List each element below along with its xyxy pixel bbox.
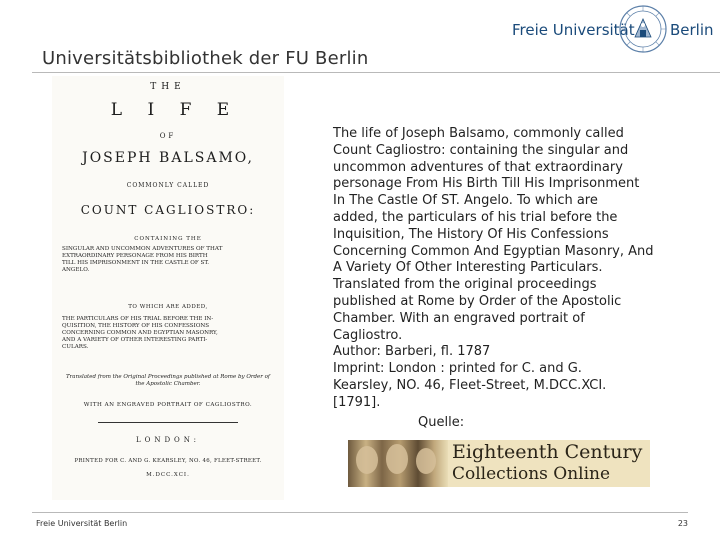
footer-institution: Freie Universität Berlin bbox=[36, 519, 128, 528]
scan-year: M.DCC.XCI. bbox=[146, 472, 190, 478]
scan-printer: PRINTED FOR C. AND G. KEARSLEY, NO. 46, FLEET-STREET. bbox=[74, 458, 262, 464]
book-description bbox=[333, 126, 703, 412]
description-line: The life of Joseph Balsamo, commonly called bbox=[333, 126, 624, 141]
scan-to-which-added: TO WHICH ARE ADDED, bbox=[128, 304, 208, 310]
scan-line: ANGELO. bbox=[62, 267, 90, 273]
title-page-scan bbox=[52, 76, 284, 500]
description-line: Translated from the original proceedings bbox=[333, 277, 597, 293]
scan-commonly-called: COMMONLY CALLED bbox=[126, 182, 210, 189]
source-label: Quelle: bbox=[418, 415, 465, 430]
scan-line: SINGULAR AND UNCOMMON ADVENTURES OF THAT bbox=[62, 246, 223, 252]
page-number: 23 bbox=[677, 519, 688, 528]
scan-line: TILL HIS IMPRISONMENT IN THE CASTLE OF ST. bbox=[62, 260, 210, 266]
description-line: Cagliostro. bbox=[333, 327, 403, 343]
footer-divider bbox=[32, 512, 688, 513]
scan-containing: CONTAINING THE bbox=[134, 236, 202, 242]
scan-translated bbox=[52, 374, 284, 388]
scan-line: Translated from the Original Proceedings published at Rome by Order of bbox=[66, 374, 270, 380]
scan-london: LONDON: bbox=[135, 436, 201, 444]
description-imprint: Imprint: London : printed for C. and G. bbox=[333, 361, 582, 377]
description-line: published at Rome by Order of the Apostolic bbox=[333, 293, 622, 309]
ecco-logo-text bbox=[452, 441, 648, 485]
description-line: Inquisition, The History Of His Confessions bbox=[333, 226, 609, 242]
ecco-line-2: Collections Online bbox=[452, 464, 611, 484]
logo-text-berlin: Berlin bbox=[670, 21, 714, 39]
scan-line: the Apostolic Chamber. bbox=[135, 381, 201, 387]
scan-name: JOSEPH BALSAMO, bbox=[82, 150, 254, 166]
scan-adventures-block bbox=[52, 246, 284, 274]
scan-line: CULARS. bbox=[62, 344, 89, 350]
fu-berlin-logo bbox=[512, 4, 712, 56]
ecco-banner[interactable] bbox=[348, 440, 650, 487]
slide-title: Universitätsbibliothek der FU Berlin bbox=[42, 48, 369, 69]
scan-engraved-portrait: WITH AN ENGRAVED PORTRAIT OF CAGLIOSTRO. bbox=[83, 402, 253, 408]
scan-life: L I F E bbox=[110, 100, 240, 120]
description-line: [1791]. bbox=[333, 394, 381, 410]
scan-line: QUISITION, THE HISTORY OF HIS CONFESSIONS bbox=[62, 323, 210, 329]
description-line: Chamber. With an engraved portrait of bbox=[333, 310, 585, 326]
description-line: A Variety Of Other Interesting Particulars. bbox=[333, 260, 603, 276]
description-line: In The Castle Of ST. Angelo. To which are bbox=[333, 193, 598, 209]
description-line: added, the particulars of his trial before the bbox=[333, 209, 618, 225]
ecco-line-1: Eighteenth Century bbox=[452, 441, 643, 463]
scan-line: EXTRAORDINARY PERSONAGE FROM HIS BIRTH bbox=[62, 253, 208, 259]
description-line: Kearsley, NO. 46, Fleet-Street, M.DCC.XCI. bbox=[333, 377, 607, 393]
description-line: Count Cagliostro: containing the singular and bbox=[333, 142, 629, 158]
scan-particulars-block bbox=[52, 316, 284, 351]
scan-line: AND A VARIETY OF OTHER INTERESTING PARTI- bbox=[62, 337, 208, 343]
scan-of: OF bbox=[159, 132, 177, 140]
university-seal-icon bbox=[618, 4, 668, 54]
description-author: Author: Barberi, fl. 1787 bbox=[333, 344, 491, 360]
logo-text-freie-universitaet: Freie Universität bbox=[512, 21, 635, 39]
description-line: Concerning Common And Egyptian Masonry, And bbox=[333, 243, 654, 259]
title-divider bbox=[32, 72, 720, 73]
ecco-portraits-image bbox=[348, 440, 448, 487]
description-line: personage From His Birth Till His Imprisonment bbox=[333, 176, 640, 192]
scan-line: THE PARTICULARS OF HIS TRIAL BEFORE THE IN- bbox=[62, 316, 214, 322]
scan-line: CONCERNING COMMON AND EGYPTIAN MASONRY, bbox=[62, 330, 218, 336]
description-line: uncommon adventures of that extraordinary bbox=[333, 159, 623, 175]
scan-count: COUNT CAGLIOSTRO: bbox=[80, 203, 256, 217]
scan-divider bbox=[98, 422, 238, 423]
scan-the: THE bbox=[150, 82, 186, 92]
